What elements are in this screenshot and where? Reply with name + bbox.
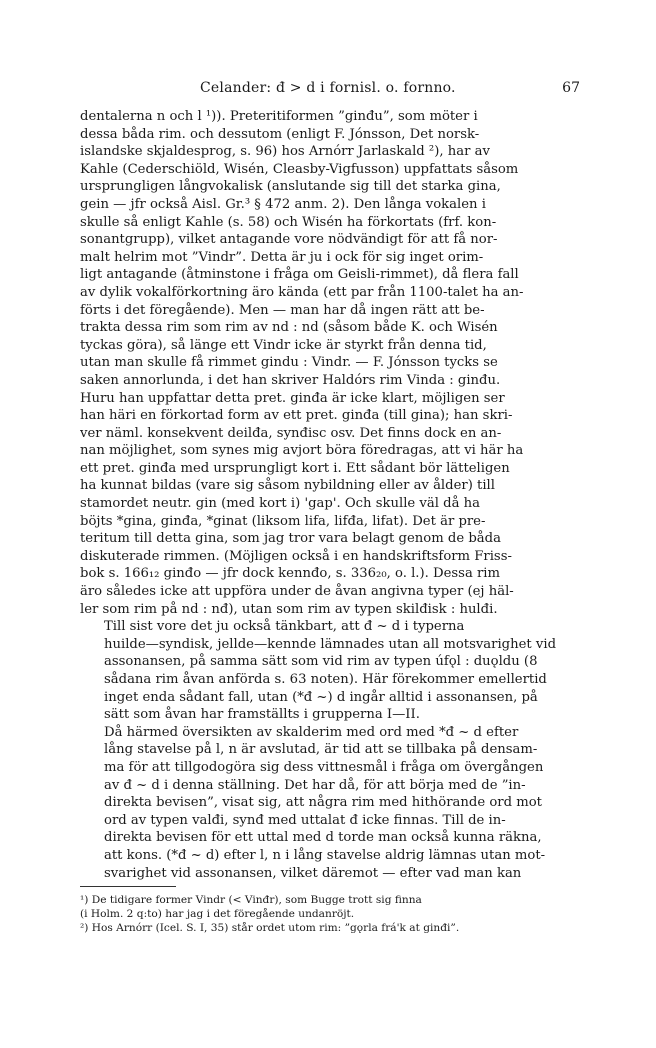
text-line: ett pret. ginđa med ursprungligt kort i. Ett sådant bör lätteligen — [80, 460, 510, 476]
text-line: Till sist vore det ju också tänkbart, att đ ~ d i typerna — [104, 619, 465, 635]
text-line: av dylik vokalförkortning äro kända (ett par från 1100-talet ha an- — [80, 284, 524, 300]
text-line: trakta dessa rim som rim av nd : nd (såsom både K. och Wisén — [80, 320, 498, 336]
text-line: gein — jfr också Aisl. Gr.³ § 472 anm. 2). Den långa vokalen i — [80, 196, 486, 212]
text-line: huilde—syndisk, jellde—kennde lämnades utan all motsvarighet vid — [104, 636, 557, 652]
body-text — [80, 108, 580, 882]
text-line: saken annorlunda, i det han skriver Haldórs rim Vinda : ginđu. — [80, 372, 501, 388]
paragraph-1 — [80, 108, 580, 618]
footnote-2: ²) Hos Arnórr (Icel. S. I, 35) står ordet utom rim: ”gǫrla frá'k at ginđi”. — [80, 922, 460, 934]
text-line: ursprungligen långvokalisk (anslutande sig till det starka gina, — [80, 179, 501, 195]
text-line: sonantgrupp), vilket antagande vore nödvändigt för att få nor- — [80, 232, 498, 248]
text-line: dentalerna n och l ¹)). Preteritiformen ”ginđu”, som möter i — [80, 109, 478, 124]
text-line: ver näml. konsekvent deilđa, synđisc osv. Det finns dock en an- — [80, 425, 502, 441]
text-line: Då härmed översikten av skalderim med ord med *đ ~ d efter — [104, 724, 519, 740]
footnotes — [80, 893, 580, 935]
text-line: ligt antagande (åtminstone i fråga om Geisli-rimmet), då flera fall — [80, 267, 519, 283]
text-line: att kons. (*đ ~ d) efter l, n i lång stavelse aldrig lämnas utan mot- — [104, 847, 546, 863]
text-line: inget enda sådant fall, utan (*đ ~) d ingår alltid i assonansen, på — [104, 689, 538, 705]
footnote-1-continued: (i Holm. 2 q:to) har jag i det föregående undanröjt. — [80, 908, 355, 920]
text-line: assonansen, på samma sätt som vid rim av typen úfǫl : duǫldu (8 — [104, 654, 538, 670]
page-number: 67 — [562, 80, 580, 96]
paragraph-2 — [80, 618, 580, 724]
text-line: islandske skjaldesprog, s. 96) hos Arnórr Jarlaskald ²), har av — [80, 144, 490, 160]
text-line: han häri en förkortad form av ett pret. ginđa (till gina); han skri- — [80, 408, 513, 424]
text-line: äro således icke att uppföra under de åvan angivna typer (ej häl- — [80, 584, 514, 600]
text-line: lång stavelse på l, n är avslutad, är tid att se tillbaka på densam- — [104, 742, 538, 758]
text-line: utan man skulle få rimmet gindu : Vindr. — F. Jónsson tycks se — [80, 355, 498, 371]
paragraph-3 — [80, 724, 580, 882]
running-head: Celander: đ > d i fornisl. o. fornno. — [200, 80, 456, 96]
footnote-1: ¹) De tidigare former Vindr (< Vinđr), som Bugge trott sig finna — [80, 894, 422, 906]
text-line: ler som rim på nd : nđ), utan som rim av typen skilđisk : hulđi. — [80, 601, 498, 617]
text-line: ha kunnat bildas (vare sig såsom nybildning eller av ålder) till — [80, 478, 495, 494]
text-line: malt helrim mot ”Vindr”. Detta är ju i ock för sig inget orim- — [80, 249, 484, 265]
text-line: stamordet neutr. gin (med kort i) 'gap'. Och skulle väl då ha — [80, 496, 480, 512]
text-line: teritum till detta gina, som jag tror vara belagt genom de båda — [80, 531, 501, 547]
text-line: direkta bevisen för ett uttal med d torde man också kunna räkna, — [104, 830, 542, 846]
text-line: tyckas göra), så länge ett Vindr icke är styrkt från denna tid, — [80, 337, 487, 353]
text-line: bok s. 166₁₂ ginđo — jfr dock kennđo, s. 336₂₀, o. l.). Dessa rim — [80, 566, 501, 582]
text-line: av đ ~ d i denna ställning. Det har då, för att börja med de ”in- — [104, 777, 526, 793]
text-line: skulle så enligt Kahle (s. 58) och Wisén ha förkortats (frf. kon- — [80, 214, 497, 230]
text-line: sätt som åvan har framställts i grupperna I—II. — [104, 707, 420, 723]
text-line: dessa båda rim. och dessutom (enligt F. Jónsson, Det norsk- — [80, 126, 480, 142]
text-line: sådana rim åvan anförda s. 63 noten). Här förekommer emellertid — [104, 672, 547, 687]
text-line: förts i det föregående). Men — man har då ingen rätt att be- — [80, 302, 485, 318]
text-line: svarighet vid assonansen, vilket däremot — efter vad man kan — [104, 865, 522, 881]
page-header — [80, 80, 580, 100]
text-line: ord av typen valđi, synđ med uttalat đ icke finnas. Till de in- — [104, 812, 506, 828]
text-line: böjts *gina, ginđa, *ginat (liksom lifa, lifđa, lifat). Det är pre- — [80, 513, 486, 529]
text-line: direkta bevisen”, visat sig, att några rim med hithörande ord mot — [104, 795, 542, 811]
text-line: ma för att tillgodogöra sig dess vittnesmål i fråga om övergången — [104, 759, 544, 775]
text-line: Huru han uppfattar detta pret. ginđa är icke klart, möjligen ser — [80, 390, 505, 406]
text-line: nan möjlighet, som synes mig avjort böra föredragas, att vi här ha — [80, 443, 524, 459]
footnote-divider — [80, 886, 176, 887]
text-line: diskuterade rimmen. (Möjligen också i en handskriftsform Friss- — [80, 548, 512, 564]
text-line: Kahle (Cederschiöld, Wisén, Cleasby-Vigfusson) uppfattats såsom — [80, 161, 519, 177]
